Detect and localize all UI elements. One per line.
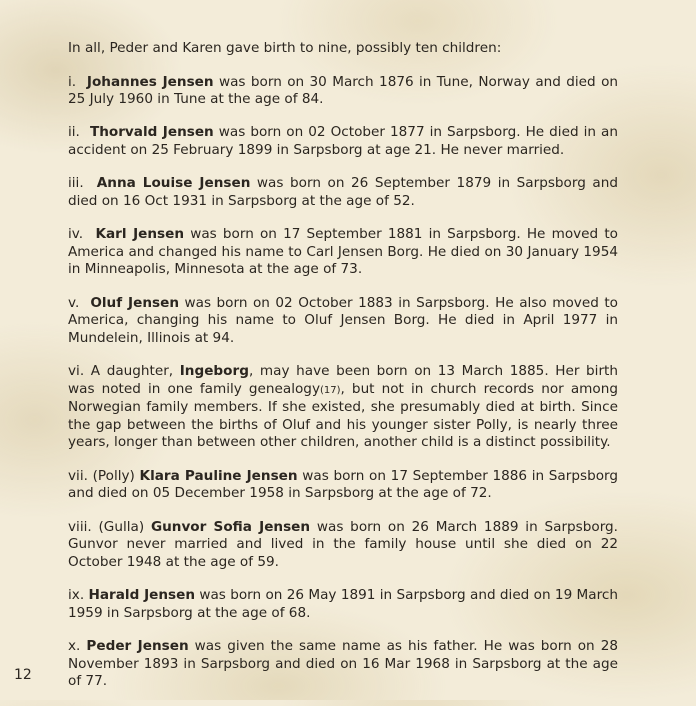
child-name: Peder Jensen (86, 637, 189, 654)
entry-numeral: iii. (68, 175, 84, 192)
entry-text: was given the same name as his father. He was born on 28 November 1893 in Sarpsborg and died on 16 Mar 1968 in Sarpsborg at the age of 77. (68, 637, 618, 690)
entry-text: , but not in church records nor among Norwegian family members. If she existed, she presumably died at birth. Since the gap between the births of Oluf and his younger sister Polly, is nearly three years, longer than between other children, another child is a distinct possibility. (68, 380, 618, 451)
child-name: Klara Pauline Jensen (139, 467, 298, 484)
entry-numeral: ix. (68, 587, 85, 604)
child-name: Harald Jensen (88, 587, 196, 604)
child-entry (68, 226, 618, 279)
child-name: Gunvor Sofia Jensen (150, 518, 311, 535)
entry-prefix: (Gulla) (98, 518, 151, 535)
entry-numeral: ii. (68, 124, 80, 141)
entry-numeral: v. (68, 294, 80, 311)
intro-paragraph: In all, Peder and Karen gave birth to nine, possibly ten children: (68, 40, 502, 56)
child-name: Ingeborg (179, 363, 249, 380)
entry-numeral: vi. (68, 363, 85, 380)
child-entry (68, 124, 618, 159)
entry-numeral: i. (68, 73, 77, 90)
entry-text-before-ref: , may have been born on 13 March 1885. Her birth was noted in one family genealogy (68, 363, 618, 397)
entry-text: was born on 26 September 1879 in Sarpsborg and died on 16 Oct 1931 in Sarpsborg at the age of 52. (68, 175, 618, 209)
child-entry (68, 363, 618, 452)
child-entry (68, 587, 618, 622)
entry-text: was born on 02 October 1877 in Sarpsborg. He died in an accident on 25 February 1899 in Sarpsborg at age 21. He never married. (68, 124, 618, 158)
entry-text: was born on 17 September 1881 in Sarpsborg. He moved to America and changed his name to Carl Jensen Borg. He died on 30 January 1954 in Minneapolis, Minnesota at the age of 73. (68, 226, 618, 278)
entry-text: was born on 26 May 1891 in Sarpsborg and died on 19 March 1959 in Sarpsborg at the age of 68. (68, 587, 618, 621)
page-body (68, 40, 618, 706)
entry-numeral: x. (68, 637, 81, 654)
entry-numeral: vii. (68, 467, 88, 484)
entry-text: was born on 26 March 1889 in Sarpsborg. Gunvor never married and lived in the family house until she died on 22 October 1948 at the age of 59. (68, 518, 618, 570)
page-number: 12 (14, 667, 32, 683)
child-entry (68, 295, 618, 348)
child-entry (68, 519, 618, 572)
entry-numeral: iv. (68, 226, 84, 243)
child-name: Karl Jensen (95, 226, 185, 243)
entry-text: was born on 02 October 1883 in Sarpsborg. He also moved to America, changing his name to Oluf Jensen Borg. He died in April 1977 in Mundelein, Illinois at 94. (68, 294, 618, 346)
child-name: Anna Louise Jensen (96, 175, 251, 192)
footnote-reference: (17) (319, 384, 341, 396)
entry-prefix: (Polly) (92, 467, 140, 484)
child-name: Johannes Jensen (86, 73, 214, 90)
child-entry (68, 638, 618, 691)
entry-text: was born on 17 September 1886 in Sarpsborg and died on 05 December 1958 in Sarpsborg at the age of 72. (68, 467, 618, 502)
child-entry (68, 74, 618, 109)
child-name: Thorvald Jensen (89, 124, 214, 141)
child-name: Oluf Jensen (90, 294, 179, 311)
child-entry (68, 175, 618, 210)
entry-prefix: A daughter, (90, 363, 180, 380)
entry-text: was born on 30 March 1876 in Tune, Norway and died on 25 July 1960 in Tune at the age of 84. (68, 73, 619, 108)
entry-numeral: viii. (68, 518, 92, 535)
child-entry (68, 468, 618, 503)
